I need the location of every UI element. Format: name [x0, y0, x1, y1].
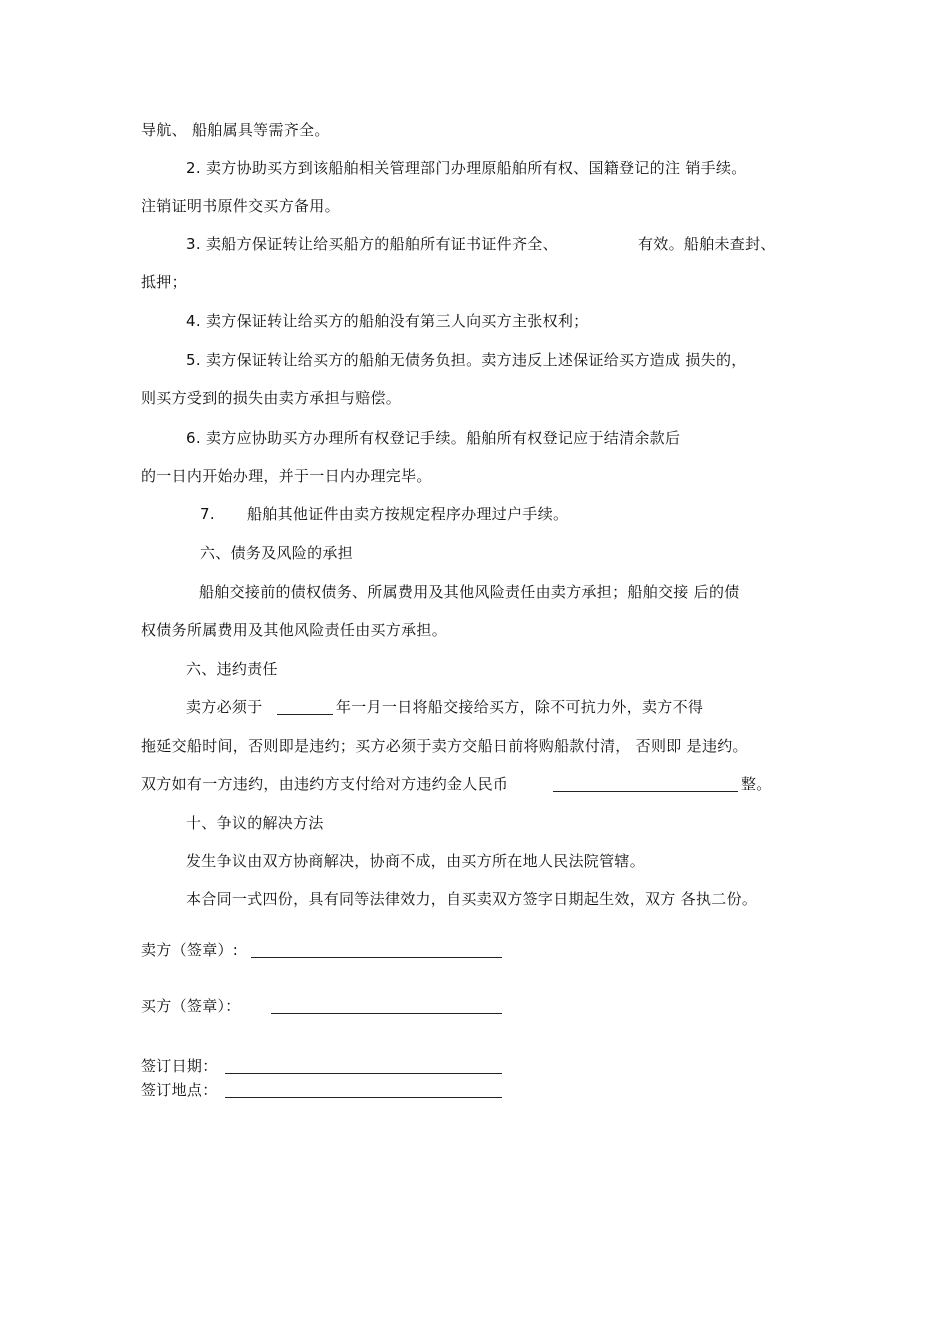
para-line: 船舶交接前的债权债务、所属费用及其他风险责任由卖方承担；船舶交接 后的债: [199, 583, 740, 601]
para-line: 抵押；: [141, 273, 187, 291]
para-line: 本合同一式四份，具有同等法律效力，自买卖双方签字日期起生效，双方 各执二份。: [186, 890, 758, 908]
clause-7-number: 7.: [200, 505, 215, 523]
clause-3-part1: 3. 卖船方保证转让给买船方的船舶所有证书证件齐全、: [186, 235, 558, 253]
sign-place-label: 签订地点：: [141, 1081, 218, 1099]
buyer-signature-label: 买方（签章）：: [141, 997, 241, 1015]
para-line: 导航、 船舶属具等需齐全。: [141, 121, 330, 139]
clause-2: 2. 卖方协助买方到该船舶相关管理部门办理原船舶所有权、国籍登记的注 销手续。: [186, 159, 747, 177]
penalty-line-part1: 双方如有一方违约，由违约方支付给对方违约金人民币: [141, 775, 509, 793]
section-heading: 六、违约责任: [186, 660, 278, 678]
clause-7: 船舶其他证件由卖方按规定程序办理过户手续。: [247, 505, 569, 523]
amount-blank: [553, 776, 738, 792]
breach-line-part2: 年一月一日将船交接给买方，除不可抗力外，卖方不得: [336, 698, 704, 716]
seller-signature-label: 卖方（签章）:: [141, 941, 239, 959]
clause-6: 6. 卖方应协助买方办理所有权登记手续。船舶所有权登记应于结清余款后: [186, 429, 681, 447]
para-line: 注销证明书原件交买方备用。: [141, 197, 340, 215]
para-line: 则买方受到的损失由卖方承担与赔偿。: [141, 389, 402, 407]
clause-5: 5. 卖方保证转让给买方的船舶无债务负担。卖方违反上述保证给买方造成 损失的，: [186, 351, 747, 369]
sign-date-label: 签订日期：: [141, 1057, 218, 1075]
buyer-signature-line: [271, 998, 502, 1014]
sign-date-line: [225, 1058, 502, 1074]
para-line: 的一日内开始办理，并于一日内办理完毕。: [141, 467, 432, 485]
seller-signature-line: [251, 942, 502, 958]
clause-4: 4. 卖方保证转让给买方的船舶没有第三人向买方主张权利；: [186, 312, 589, 330]
para-line: 权债务所属费用及其他风险责任由买方承担。: [141, 621, 448, 639]
section-heading: 十、争议的解决方法: [186, 814, 324, 832]
para-line: 拖延交船时间，否则即是违约；买方必须于卖方交船日前将购船款付清， 否则即 是违约。: [141, 737, 748, 755]
section-heading: 六、债务及风险的承担: [200, 544, 354, 562]
year-blank: [277, 699, 333, 715]
breach-line-part1: 卖方必须于: [186, 698, 263, 716]
sign-place-line: [225, 1082, 502, 1098]
clause-3-part2: 有效。船舶未查封、: [638, 235, 776, 253]
penalty-line-part2: 整。: [741, 775, 772, 793]
para-line: 发生争议由双方协商解决，协商不成，由买方所在地人民法院管辖。: [186, 852, 646, 870]
